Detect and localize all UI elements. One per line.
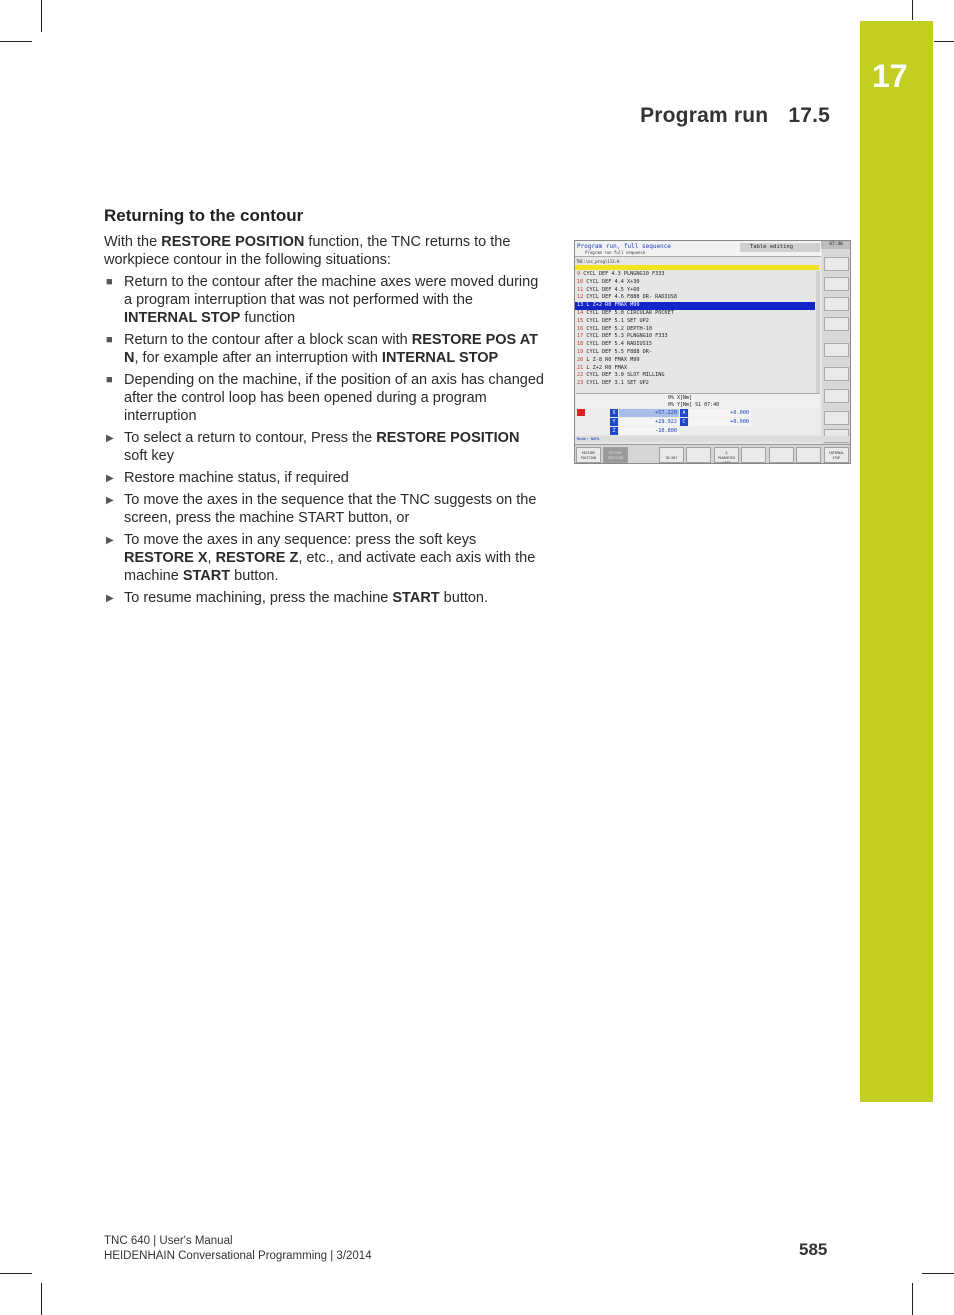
bullet-text: Return to the contour after a block scan with xyxy=(124,332,412,348)
line-number: 23 xyxy=(577,380,584,387)
program-line[interactable] xyxy=(575,271,815,279)
program-line[interactable] xyxy=(575,333,815,341)
softkey-restore-position[interactable] xyxy=(576,447,601,463)
page-number: 585 xyxy=(799,1240,828,1259)
program-line[interactable] xyxy=(575,318,815,326)
crop-mark xyxy=(0,1273,32,1274)
step-bold: RESTORE POSITION xyxy=(376,430,520,446)
step-bold: START xyxy=(182,568,231,584)
program-line[interactable] xyxy=(575,310,815,318)
axis-label-c: C xyxy=(680,418,688,426)
triangle-arrow-icon: ▶ xyxy=(106,593,114,604)
step-item xyxy=(104,469,544,487)
body-text xyxy=(104,233,544,611)
side-button[interactable] xyxy=(824,411,849,425)
softkey-label: Q xyxy=(725,451,728,455)
line-text: CYCL DEF 5.1 SET UP2 xyxy=(586,317,649,324)
triangle-arrow-icon: ▶ xyxy=(106,473,114,484)
axis-value-y: +29.922 xyxy=(619,418,679,426)
square-bullet-icon: ■ xyxy=(106,374,113,386)
bullet-bold: INTERNAL STOP xyxy=(381,350,499,366)
line-text: CYCL DEF 5.5 F888 DR- xyxy=(586,348,652,355)
info-bar xyxy=(575,436,851,442)
softkey-label: RESTORE xyxy=(608,451,623,455)
line-text: CYCL DEF 4.4 X+30 xyxy=(586,278,640,285)
triangle-arrow-icon: ▶ xyxy=(106,433,114,444)
side-panel xyxy=(822,249,851,449)
step-item xyxy=(104,491,544,527)
softkey-label: 3D ROT xyxy=(665,456,678,460)
side-button[interactable] xyxy=(824,367,849,381)
line-text: CYCL DEF 4.3 PLNGNG10 F333 xyxy=(583,271,665,277)
line-number: 9 xyxy=(577,271,581,277)
intro-bold: RESTORE POSITION xyxy=(161,234,305,250)
step-bold: RESTORE Z xyxy=(215,550,299,566)
softkey-label: POSITION xyxy=(580,456,597,460)
crop-mark xyxy=(41,1283,42,1315)
line-text: CYCL DEF 4.5 Y+60 xyxy=(586,286,640,293)
softkey-empty[interactable] xyxy=(796,447,821,463)
clock: 07:40 xyxy=(821,241,851,249)
step-bold: START xyxy=(392,590,440,606)
feed-override-button[interactable] xyxy=(824,317,849,331)
softkey-label: RESTORE xyxy=(581,451,596,455)
tnc-screenshot xyxy=(574,240,851,464)
program-line[interactable] xyxy=(575,357,815,365)
softkey-restore-position-active[interactable] xyxy=(603,447,628,463)
line-number: 14 xyxy=(577,309,584,316)
softkey-label: STOP xyxy=(832,456,841,460)
section-heading: Returning to the contour xyxy=(104,206,304,225)
line-text: CYCL DEF 5.4 RADIUS15 xyxy=(586,341,652,348)
line-text: CYCL DEF 5.3 PLNGNG10 F333 xyxy=(586,333,668,340)
program-line[interactable] xyxy=(575,372,815,380)
mode-subtitle: Program run full sequence xyxy=(585,249,646,255)
step-item xyxy=(104,429,544,465)
program-line[interactable] xyxy=(575,349,815,357)
line-text: L Z+2 R0 FMAX xyxy=(586,364,627,371)
step-text: soft key xyxy=(124,448,174,464)
bullet-item xyxy=(104,273,544,327)
step-text: , xyxy=(207,550,216,566)
axis-label-a: A xyxy=(680,409,688,417)
program-line[interactable] xyxy=(575,287,815,295)
status-line-1: 0% X[Nm] xyxy=(668,395,693,401)
line-text: CYCL DEF 5.2 DEPTH-10 xyxy=(586,325,652,332)
softkey-empty[interactable] xyxy=(686,447,711,463)
step-text: button. xyxy=(439,590,489,606)
step-bold: RESTORE X xyxy=(124,550,208,566)
chapter-tab xyxy=(860,21,933,1102)
softkey-row xyxy=(575,444,851,464)
bullet-bold: INTERNAL STOP xyxy=(124,310,241,326)
program-line[interactable] xyxy=(575,279,815,287)
line-text: L Z+2 R0 FMAX M99 xyxy=(586,302,640,309)
softkey-empty[interactable] xyxy=(769,447,794,463)
line-text: L Z-8 R0 FMAX M99 xyxy=(586,356,640,363)
line-number: 17 xyxy=(577,333,584,340)
crop-mark xyxy=(41,0,42,32)
program-line[interactable] xyxy=(575,380,815,388)
line-number: 11 xyxy=(577,286,584,293)
step-item xyxy=(104,531,544,585)
side-button[interactable] xyxy=(824,277,849,291)
step-text: To select a return to contour, Press the xyxy=(124,430,377,446)
softkey-internal-stop[interactable] xyxy=(824,447,849,463)
footer-line-2: HEIDENHAIN Conversational Programming | 3/2014 xyxy=(104,1249,372,1262)
line-number: 22 xyxy=(577,372,584,379)
status-line-2: 0% Y[Nm] S1 07:40 xyxy=(668,402,720,408)
axis-value-x: +57.220 xyxy=(619,409,679,417)
rapid-override-button[interactable] xyxy=(824,389,849,403)
info-mode: Mode: NOML xyxy=(577,436,600,441)
step-text: button. xyxy=(230,568,279,584)
step-text: , etc., and activate each axis with the machine xyxy=(124,550,536,584)
active-block-bar xyxy=(575,265,819,270)
bullet-text: function xyxy=(240,310,296,326)
axis-label-z: Z xyxy=(610,427,618,435)
softkey-label: POSITION xyxy=(607,456,624,460)
step-text: To move the axes in any sequence: press the soft keys xyxy=(124,532,477,548)
axis-label-y: Y xyxy=(610,418,618,426)
triangle-arrow-icon: ▶ xyxy=(106,535,114,546)
program-line[interactable] xyxy=(575,326,815,334)
program-line-selected[interactable] xyxy=(575,302,815,310)
line-number: 10 xyxy=(577,278,584,285)
line-text: CYCL DEF 3.1 SET UP2 xyxy=(586,380,649,387)
step-text: To move the axes in the sequence that the TNC suggests on the screen, press the machine START button, or xyxy=(124,492,537,526)
header-title: Program run xyxy=(640,104,769,127)
chapter-number: 17 xyxy=(872,58,908,94)
crop-mark xyxy=(922,1273,954,1274)
mode2-label: Table editing xyxy=(750,244,794,250)
mode-title: Program run, full sequence xyxy=(577,243,671,250)
bullet-text: Depending on the machine, if the position of an axis has changed after the control loop has been opened during a program interruption xyxy=(124,372,544,424)
square-bullet-icon: ■ xyxy=(106,276,113,288)
softkey-label: PARAMETER LIST xyxy=(717,456,736,464)
spindle-override-button[interactable] xyxy=(824,343,849,357)
crop-mark xyxy=(0,41,32,42)
axis-value-c: +0.000 xyxy=(689,418,751,426)
crop-mark xyxy=(912,1283,913,1315)
warning-icon xyxy=(577,409,585,416)
line-text: CYCL DEF 3.0 SLOT MILLING xyxy=(586,372,665,379)
bullet-text: , for example after an interruption with xyxy=(134,350,382,366)
position-display xyxy=(576,408,820,435)
scrollbar[interactable] xyxy=(816,271,820,393)
status-area xyxy=(576,393,820,408)
bullet-item xyxy=(104,371,544,425)
line-number: 12 xyxy=(577,294,584,301)
side-button[interactable] xyxy=(824,257,849,271)
program-line[interactable] xyxy=(575,365,815,373)
mode-table-editing[interactable] xyxy=(740,243,820,252)
program-listing xyxy=(575,271,815,388)
triangle-arrow-icon: ▶ xyxy=(106,495,114,506)
footer xyxy=(104,1234,372,1263)
program-line[interactable] xyxy=(575,294,815,302)
bullet-bold: RESTORE POS AT N xyxy=(124,332,538,366)
line-number: 21 xyxy=(577,364,584,371)
axis-value-z: -10.800 xyxy=(619,427,679,435)
step-text: Restore machine status, if required xyxy=(124,470,349,486)
page-header xyxy=(640,104,830,128)
bullet-item xyxy=(104,331,544,367)
line-number: 18 xyxy=(577,341,584,348)
bullet-text: Return to the contour after the machine axes were moved during a program interruption that was not performed with the xyxy=(124,274,539,308)
intro-text: With the xyxy=(104,234,162,250)
softkey-empty[interactable] xyxy=(741,447,766,463)
line-number: 13 xyxy=(577,302,584,309)
footer-line-1: TNC 640 | User's Manual xyxy=(104,1235,233,1247)
header-section: 17.5 xyxy=(788,104,830,127)
line-text: CYCL DEF 4.6 F888 DR- RADIUS8 xyxy=(586,294,677,301)
crop-mark xyxy=(912,0,913,20)
program-line[interactable] xyxy=(575,341,815,349)
intro-paragraph xyxy=(104,233,544,269)
line-text: CYCL DEF 5.0 CIRCULAR POCKET xyxy=(586,309,674,316)
axis-value-a: +0.000 xyxy=(689,409,751,417)
softkey-q-parameter-list[interactable] xyxy=(714,447,739,463)
intro-text: function, the TNC returns to the workpiece contour in the following situations: xyxy=(104,234,511,268)
softkey-label: INTERNAL xyxy=(828,451,845,455)
square-bullet-icon: ■ xyxy=(106,334,113,346)
axis-label-x: X xyxy=(610,409,618,417)
line-number: 15 xyxy=(577,317,584,324)
mode-bar xyxy=(575,241,821,257)
step-text: To resume machining, press the machine xyxy=(124,590,393,606)
side-button[interactable] xyxy=(824,297,849,311)
line-number: 19 xyxy=(577,348,584,355)
line-number: 16 xyxy=(577,325,584,332)
softkey-3d-rot[interactable] xyxy=(659,447,684,463)
step-item xyxy=(104,589,544,607)
crop-mark xyxy=(934,41,954,42)
line-number: 20 xyxy=(577,356,584,363)
program-path: TNC:\nc_prog\113.H xyxy=(576,259,620,264)
